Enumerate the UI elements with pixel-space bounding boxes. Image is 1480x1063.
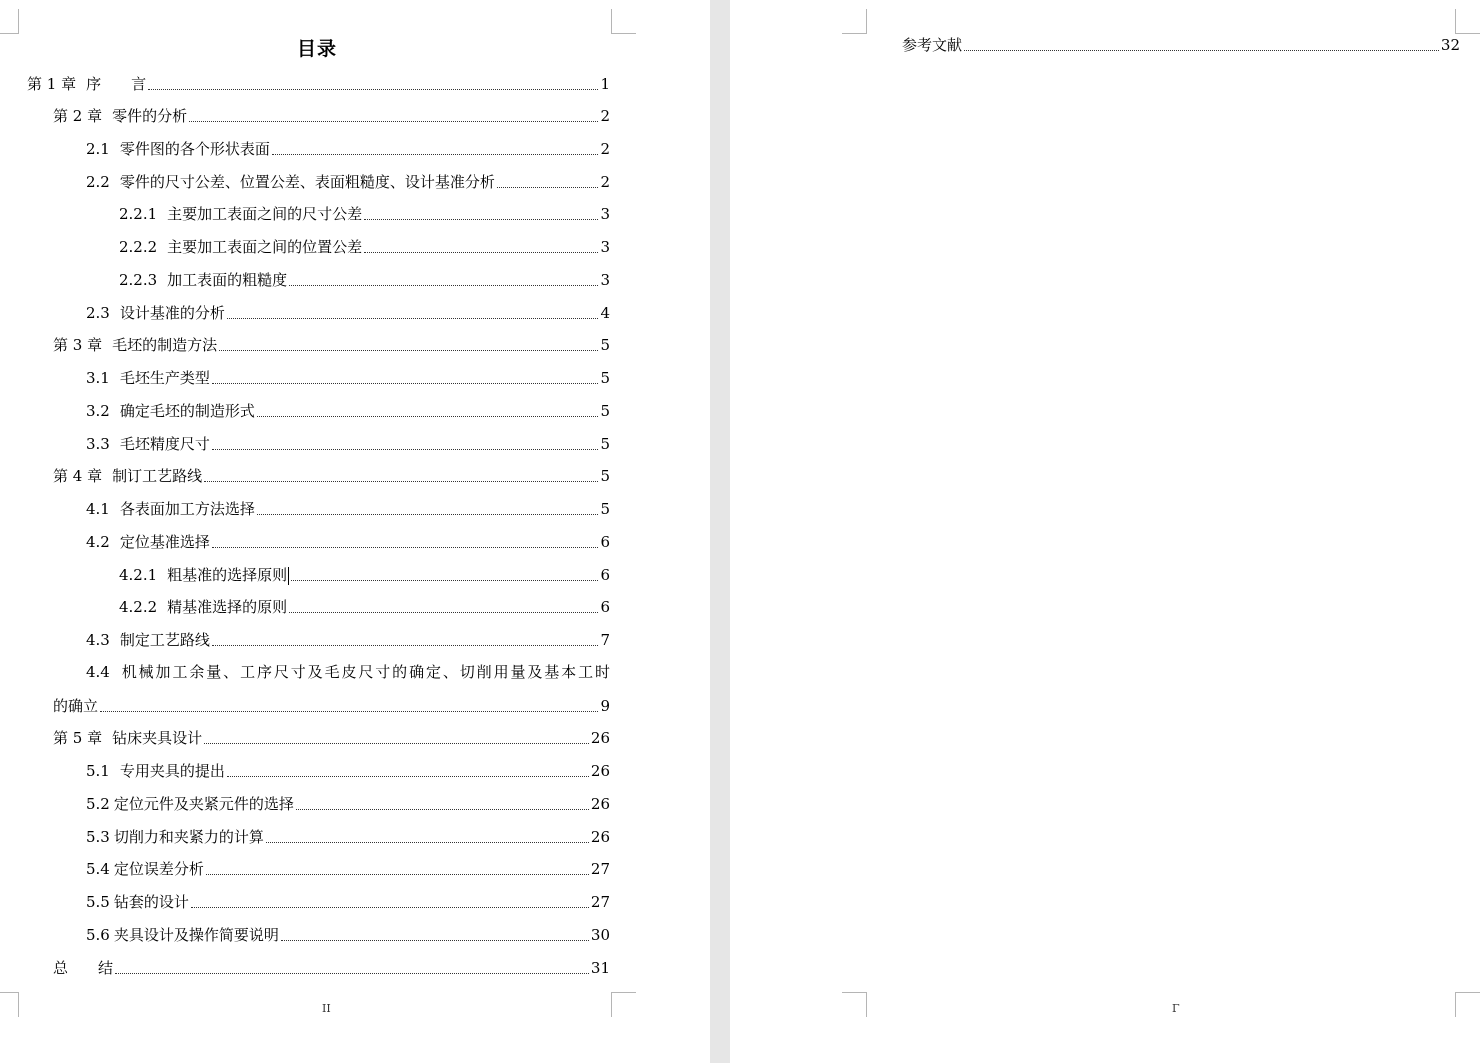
dot-leader <box>204 480 598 482</box>
dot-leader <box>191 906 589 908</box>
toc-entry-page: 26 <box>590 828 610 846</box>
toc-entry[interactable] <box>86 630 610 650</box>
toc-entry-page: 5 <box>600 467 610 485</box>
margin-corner-bottom-right <box>1455 992 1480 1017</box>
dot-leader <box>212 644 599 646</box>
toc-entry[interactable] <box>86 761 610 781</box>
toc-entry-page: 26 <box>590 795 610 813</box>
dot-leader <box>227 317 599 319</box>
dot-leader <box>100 710 598 712</box>
margin-corner-bottom-left <box>0 992 19 1017</box>
toc-entry-page: 6 <box>600 566 610 584</box>
toc-entry-text: 定位误差分析 <box>113 860 204 878</box>
toc-entry[interactable] <box>119 597 610 617</box>
dot-leader <box>257 415 599 417</box>
toc-entry-page: 27 <box>590 893 610 911</box>
toc-entry[interactable] <box>86 859 610 879</box>
toc-entry-text: 机械加工余量、工序尺寸及毛皮尺寸的确定、切削用量及基本工时 <box>119 663 610 681</box>
toc-entry-number: 第 3 章 <box>53 336 103 354</box>
toc-entry-page: 26 <box>590 729 610 747</box>
toc-entry-number: 2.3 <box>86 304 110 322</box>
toc-entry-page: 7 <box>600 631 610 649</box>
dot-leader <box>291 579 598 581</box>
toc-entry[interactable] <box>27 74 610 94</box>
page-number-footer: Γ <box>1172 1002 1180 1015</box>
toc-entry-page: 3 <box>600 205 610 223</box>
toc-entry-text: 零件图的各个形状表面 <box>119 140 270 158</box>
dot-leader <box>364 251 598 253</box>
toc-entry[interactable] <box>86 794 610 814</box>
text-cursor <box>288 567 289 585</box>
toc-entry[interactable] <box>86 434 610 454</box>
toc-entry[interactable] <box>86 925 610 945</box>
toc-entry-number: 2.1 <box>86 140 110 158</box>
toc-entry[interactable] <box>53 466 610 486</box>
toc-entry-text: 各表面加工方法选择 <box>119 500 255 518</box>
toc-entry-text: 专用夹具的提出 <box>119 762 225 780</box>
toc-entry-number: 4.4 <box>86 663 110 681</box>
toc-entry-page: 5 <box>600 369 610 387</box>
toc-entry-page: 31 <box>590 959 610 977</box>
toc-entry-text: 加工表面的粗糙度 <box>167 271 288 289</box>
toc-entry-number: 5.1 <box>86 762 110 780</box>
toc-entry-wrapped[interactable] <box>86 662 610 682</box>
toc-entry-text: 切削力和夹紧力的计算 <box>113 828 264 846</box>
margin-corner-bottom-left <box>842 992 867 1017</box>
toc-entry-number: 5.4 <box>86 860 110 878</box>
toc-entry-page: 1 <box>600 75 610 93</box>
toc-entry-page: 5 <box>600 500 610 518</box>
margin-corner-top-left <box>0 9 19 34</box>
page-gap <box>710 0 730 1063</box>
toc-entry-text: 夹具设计及操作简要说明 <box>113 926 279 944</box>
toc-entry-text: 毛坯生产类型 <box>119 369 210 387</box>
dot-leader <box>281 939 589 941</box>
toc-entry[interactable] <box>86 172 610 192</box>
toc-entry-number: 第 1 章 <box>27 75 77 93</box>
toc-entry-text: 毛坯精度尺寸 <box>119 435 210 453</box>
toc-entry-page: 30 <box>590 926 610 944</box>
dot-leader <box>212 448 599 450</box>
toc-entry-page: 5 <box>600 435 610 453</box>
toc-entry-page: 32 <box>1440 36 1460 54</box>
margin-corner-top-left <box>842 9 867 34</box>
margin-corner-bottom-right <box>611 992 636 1017</box>
dot-leader <box>272 153 599 155</box>
toc-entry-page: 6 <box>600 598 610 616</box>
toc-entry[interactable] <box>53 696 610 716</box>
toc-entry[interactable] <box>119 237 610 257</box>
toc-entry-number: 4.3 <box>86 631 110 649</box>
toc-entry-number: 4.2 <box>86 533 110 551</box>
toc-entry[interactable] <box>86 499 610 519</box>
dot-leader <box>364 218 598 220</box>
toc-entry-text: 序 言 <box>86 75 147 93</box>
toc-entry[interactable] <box>53 958 610 978</box>
toc-entry-text: 总 结 <box>53 959 114 977</box>
toc-entry[interactable] <box>86 303 610 323</box>
toc-entry-number: 2.2.1 <box>119 205 158 223</box>
dot-leader <box>212 382 599 384</box>
toc-entry-page: 9 <box>600 697 610 715</box>
toc-entry-text: 设计基准的分析 <box>119 304 225 322</box>
document-page-left <box>0 0 710 1063</box>
toc-title: 目录 <box>296 38 337 60</box>
toc-entry-number: 5.2 <box>86 795 110 813</box>
toc-entry-page: 2 <box>600 173 610 191</box>
toc-entry[interactable] <box>902 35 1460 55</box>
toc-entry-number: 2.2.3 <box>119 271 158 289</box>
toc-entry-text: 毛坯的制造方法 <box>112 336 218 354</box>
toc-entry-text: 制订工艺路线 <box>112 467 203 485</box>
toc-entry-text: 零件的尺寸公差、位置公差、表面粗糙度、设计基准分析 <box>119 173 495 191</box>
dot-leader <box>964 49 1439 51</box>
dot-leader <box>206 873 589 875</box>
dot-leader <box>289 611 598 613</box>
toc-entry[interactable] <box>86 368 610 388</box>
toc-entry-text: 定位元件及夹紧元件的选择 <box>113 795 294 813</box>
toc-entry-text: 零件的分析 <box>112 107 188 125</box>
toc-entry[interactable] <box>53 335 610 355</box>
dot-leader <box>296 808 589 810</box>
toc-entry-text: 制定工艺路线 <box>119 631 210 649</box>
toc-entry-page: 4 <box>600 304 610 322</box>
margin-corner-top-right <box>611 9 636 34</box>
toc-entry[interactable] <box>53 728 610 748</box>
toc-entry-number: 2.2.2 <box>119 238 158 256</box>
toc-entry-number: 4.2.2 <box>119 598 158 616</box>
toc-entry[interactable] <box>86 892 610 912</box>
toc-entry[interactable] <box>53 106 610 126</box>
toc-entry-page: 5 <box>600 402 610 420</box>
dot-leader <box>148 88 598 90</box>
toc-entry-number: 3.2 <box>86 402 110 420</box>
margin-corner-top-right <box>1455 9 1480 34</box>
document-page-right <box>730 0 1480 1063</box>
toc-entry-text: 钻床夹具设计 <box>112 729 203 747</box>
toc-entry[interactable] <box>119 565 610 585</box>
dot-leader <box>115 972 589 974</box>
toc-entry-page: 5 <box>600 336 610 354</box>
toc-entry[interactable] <box>119 270 610 290</box>
dot-leader <box>497 186 599 188</box>
toc-entry[interactable] <box>86 401 610 421</box>
toc-entry-text: 定位基准选择 <box>119 533 210 551</box>
toc-entry-text: 钻套的设计 <box>113 893 189 911</box>
toc-entry-page: 3 <box>600 271 610 289</box>
dot-leader <box>189 120 598 122</box>
toc-entry-number: 3.1 <box>86 369 110 387</box>
toc-entry-text: 确定毛坯的制造形式 <box>119 402 255 420</box>
toc-entry-text: 粗基准的选择原则 <box>167 566 288 584</box>
dot-leader <box>219 349 598 351</box>
toc-entry-number: 3.3 <box>86 435 110 453</box>
toc-entry[interactable] <box>86 139 610 159</box>
toc-entry-number: 5.6 <box>86 926 110 944</box>
dot-leader <box>257 513 599 515</box>
toc-entry-page: 2 <box>600 107 610 125</box>
page-number-footer: II <box>322 1002 331 1015</box>
dot-leader <box>204 742 589 744</box>
dot-leader <box>266 841 589 843</box>
toc-entry-text: 参考文献 <box>902 36 963 54</box>
dot-leader <box>289 284 598 286</box>
toc-entry-text: 主要加工表面之间的尺寸公差 <box>167 205 363 223</box>
dot-leader <box>227 775 589 777</box>
toc-entry-page: 27 <box>590 860 610 878</box>
toc-entry-number: 第 4 章 <box>53 467 103 485</box>
toc-entry-number: 第 2 章 <box>53 107 103 125</box>
toc-entry-number: 2.2 <box>86 173 110 191</box>
toc-entry[interactable] <box>86 532 610 552</box>
dot-leader <box>212 546 599 548</box>
toc-entry-number: 第 5 章 <box>53 729 103 747</box>
toc-entry-text: 精基准选择的原则 <box>167 598 288 616</box>
toc-entry-number: 4.1 <box>86 500 110 518</box>
toc-entry-text: 的确立 <box>53 697 99 715</box>
toc-entry-page: 26 <box>590 762 610 780</box>
toc-entry[interactable] <box>119 204 610 224</box>
toc-entry-text: 主要加工表面之间的位置公差 <box>167 238 363 256</box>
toc-entry-number: 5.5 <box>86 893 110 911</box>
toc-entry-number: 4.2.1 <box>119 566 158 584</box>
toc-entry-page: 3 <box>600 238 610 256</box>
toc-entry[interactable] <box>86 827 610 847</box>
toc-entry-number: 5.3 <box>86 828 110 846</box>
toc-entry-page: 2 <box>600 140 610 158</box>
toc-entry-page: 6 <box>600 533 610 551</box>
